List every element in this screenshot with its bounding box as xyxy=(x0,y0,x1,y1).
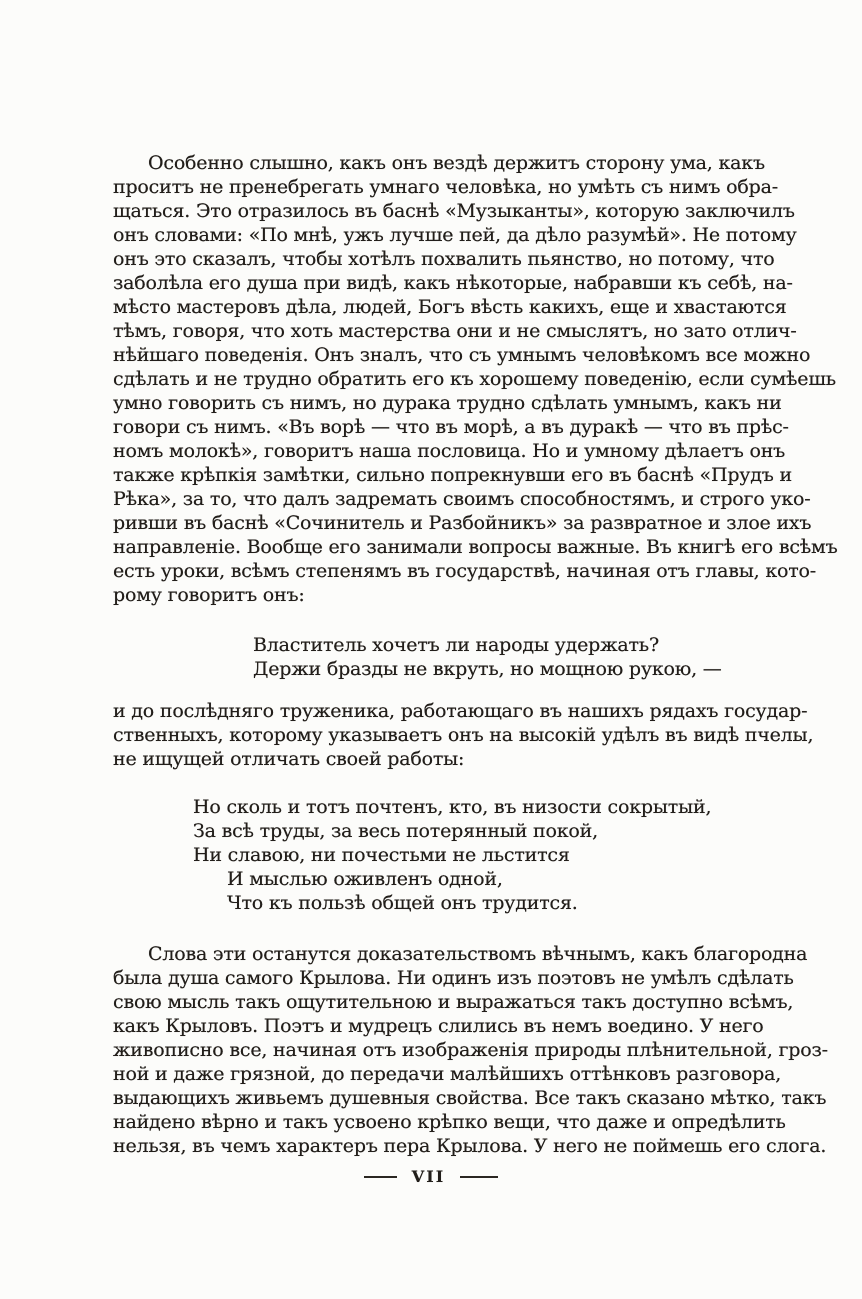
verse-line: Держи бразды не вкруть, но мощною рукою, — xyxy=(253,658,722,680)
paragraph-line: Особенно слышно, какъ онъ вездѣ держитъ сторону ума, какъ xyxy=(148,152,765,174)
paragraph-line: Слова эти останутся доказательствомъ вѣчнымъ, какъ благородна xyxy=(148,943,808,965)
paragraph-line: умно говорить съ нимъ, но дурака трудно сдѣлать умнымъ, какъ ни xyxy=(113,392,782,414)
paragraph-line: была душа самого Крылова. Ни одинъ изъ поэтовъ не умѣлъ сдѣлать xyxy=(113,967,794,989)
paragraph-2 xyxy=(113,699,814,771)
paragraph-line: онъ словами: «По мнѣ, ужъ лучше пей, да дѣло разумѣй». Не потому xyxy=(113,224,797,246)
verse-line: Что къ пользѣ общей онъ трудится. xyxy=(227,892,578,914)
paragraph-line: также крѣпкія замѣтки, сильно попрекнувши его въ баснѣ «Прудъ и xyxy=(113,464,792,486)
footer-rule-left xyxy=(364,1176,397,1178)
paragraph-line: рому говоритъ онъ: xyxy=(113,584,305,606)
paragraph-line: Рѣка», за то, что далъ задремать своимъ способностямъ, и строго уко- xyxy=(113,488,811,510)
paragraph-line: мѣсто мастеровъ дѣла, людей, Богъ вѣсть какихъ, еще и хвастаются xyxy=(113,296,787,318)
paragraph-line: тѣмъ, говоря, что хоть мастерства они и не смыслятъ, но зато отлич- xyxy=(113,320,797,342)
paragraph-line: найдено вѣрно и такъ усвоено крѣпко вещи, что даже и опредѣлить xyxy=(113,1111,786,1133)
footer-rule-right xyxy=(460,1176,498,1178)
paragraph-line: нельзя, въ чемъ характеръ пера Крылова. У него не поймешь его слога. xyxy=(113,1135,827,1157)
paragraph-line: заболѣла его душа при видѣ, какъ нѣкоторые, набравши къ себѣ, на- xyxy=(113,272,793,294)
verse-line: За всѣ труды, за весь потерянный покой, xyxy=(193,820,598,842)
verse-quote-1 xyxy=(253,633,758,681)
paragraph-line: есть уроки, всѣмъ степенямъ въ государствѣ, начиная отъ главы, кото- xyxy=(113,560,817,582)
paragraph-line: направленіе. Вообще его занимали вопросы важные. Въ книгѣ его всѣмъ xyxy=(113,536,838,558)
paragraph-line: сдѣлать и не трудно обратить его къ хорошему поведенію, если сумѣешь xyxy=(113,368,836,390)
paragraph-line: живописно все, начиная отъ изображенія природы плѣнительной, гроз- xyxy=(113,1039,828,1061)
verse-line: Властитель хочетъ ли народы удержать? xyxy=(253,634,659,656)
page-text-content xyxy=(113,151,838,1158)
paragraph-line: онъ это сказалъ, чтобы хотѣлъ похвалить пьянство, но потому, что xyxy=(113,248,775,270)
paragraph-line: какъ Крыловъ. Поэтъ и мудрецъ слились въ немъ воедино. У него xyxy=(113,1015,764,1037)
paragraph-line: щаться. Это отразилось въ баснѣ «Музыканты», которую заключилъ xyxy=(113,200,795,222)
paragraph-line: выдающихъ живьемъ душевныя свойства. Все такъ сказано мѣтко, такъ xyxy=(113,1087,827,1109)
paragraph-line: говори съ нимъ. «Въ ворѣ — что въ морѣ, а въ дуракѣ — что въ прѣс- xyxy=(113,416,789,438)
paragraph-3 xyxy=(113,942,828,1158)
verse-line: Но сколь и тотъ почтенъ, кто, въ низости сокрытый, xyxy=(193,796,712,818)
verse-line: Ни славою, ни почестьми не льстится xyxy=(193,844,570,866)
paragraph-line: и до послѣдняго труженика, работающаго въ нашихъ рядахъ государ- xyxy=(113,700,808,722)
page-footer xyxy=(0,1167,862,1186)
paragraph-line: проситъ не пренебрегать умнаго человѣка, но умѣть съ нимъ обра- xyxy=(113,176,778,198)
paragraph-line: не ищущей отличать своей работы: xyxy=(113,748,465,770)
paragraph-line: ственныхъ, которому указываетъ онъ на высокій удѣлъ въ видѣ пчелы, xyxy=(113,724,814,746)
verse-quote-2 xyxy=(193,795,758,915)
paragraph-line: ной и даже грязной, до передачи малѣйшихъ оттѣнковъ разговора, xyxy=(113,1063,782,1085)
paragraph-line: ривши въ баснѣ «Сочинитель и Разбойникъ» за развратное и злое ихъ xyxy=(113,512,812,534)
paragraph-1 xyxy=(113,151,838,607)
paragraph-line: нѣйшаго поведенія. Онъ зналъ, что съ умнымъ человѣкомъ все можно xyxy=(113,344,811,366)
page-number: VII xyxy=(411,1167,446,1186)
verse-line: И мыслью оживленъ одной, xyxy=(227,868,503,890)
paragraph-line: номъ молокѣ», говоритъ наша пословица. Но и умному дѣлаетъ онъ xyxy=(113,440,786,462)
paragraph-line: свою мысль такъ ощутительною и выражаться такъ доступно всѣмъ, xyxy=(113,991,794,1013)
